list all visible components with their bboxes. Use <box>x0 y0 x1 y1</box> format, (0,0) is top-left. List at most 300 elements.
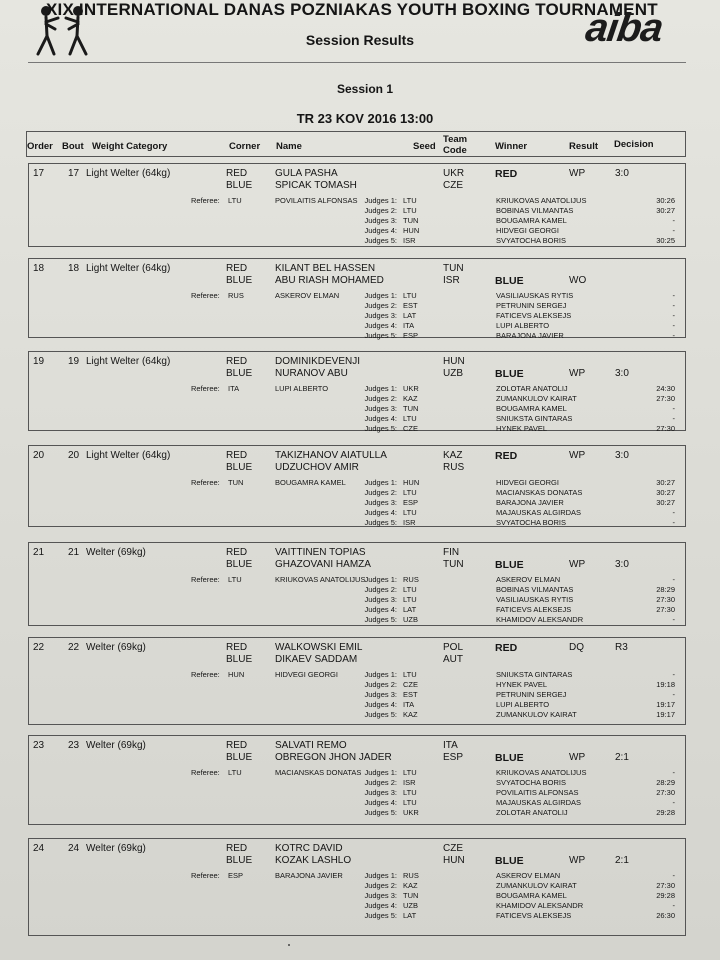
judge-country: ITA <box>403 700 415 709</box>
judge-score: 19:18 <box>656 680 675 689</box>
judge-label: Judges 5: <box>364 808 397 817</box>
bout-number: 19 <box>68 356 80 367</box>
winner-corner: BLUE <box>495 275 524 287</box>
col-winner: Winner <box>495 141 528 152</box>
result-type: WO <box>569 275 587 286</box>
judge-score: - <box>672 404 675 413</box>
judge-country: LTU <box>403 488 417 497</box>
judge-name: PETRUNIN SERGEJ <box>496 690 567 699</box>
bout-number: 21 <box>68 547 80 558</box>
winner-corner: BLUE <box>495 559 524 571</box>
judge-country: LTU <box>403 196 417 205</box>
bout-block <box>28 163 686 247</box>
blue-corner-label: BLUE <box>226 855 253 866</box>
referee-country: RUS <box>228 291 244 300</box>
bout-number: 24 <box>68 843 80 854</box>
red-boxer-name: KOTRC DAVID <box>275 843 343 854</box>
judge-score: - <box>672 331 675 340</box>
bout-order: 21 <box>33 547 45 558</box>
red-corner-label: RED <box>226 356 248 367</box>
blue-team-code: RUS <box>443 462 465 473</box>
col-seed: Seed <box>413 141 436 152</box>
judge-name: BOUGAMRA KAMEL <box>496 216 567 225</box>
result-type: WP <box>569 855 586 866</box>
bout-block <box>28 838 686 936</box>
judge-country: LAT <box>403 911 417 920</box>
judge-label: Judges 3: <box>364 891 397 900</box>
judge-country: KAZ <box>403 394 418 403</box>
judge-country: RUS <box>403 871 419 880</box>
judge-label: Judges 5: <box>364 615 397 624</box>
judge-name: ZUMANKULOV KAIRAT <box>496 881 577 890</box>
judge-country: TUN <box>403 404 419 413</box>
judge-country: TUN <box>403 216 419 225</box>
weight-category: Light Welter (64kg) <box>86 263 171 274</box>
judge-score: - <box>672 518 675 527</box>
referee-label: Referee: <box>191 768 220 777</box>
winner-corner: BLUE <box>495 368 524 380</box>
judge-name: ZOLOTAR ANATOLIJ <box>496 808 568 817</box>
judge-score: - <box>672 615 675 624</box>
judge-label: Judges 5: <box>364 424 397 433</box>
referee-name: BOUGAMRA KAMEL <box>275 478 346 487</box>
winner-corner: BLUE <box>495 752 524 764</box>
judge-country: EST <box>403 690 418 699</box>
blue-team-code: UZB <box>443 368 463 379</box>
referee-name: ASKEROV ELMAN <box>275 291 340 300</box>
judge-name: BARAJONA JAVIER <box>496 331 564 340</box>
judge-label: Judges 1: <box>364 670 397 679</box>
judge-label: Judges 4: <box>364 700 397 709</box>
judge-label: Judges 4: <box>364 605 397 614</box>
decision-score: 3:0 <box>615 450 629 461</box>
judge-name: ASKEROV ELMAN <box>496 575 561 584</box>
judge-label: Judges 4: <box>364 414 397 423</box>
result-type: DQ <box>569 642 584 653</box>
referee-country: TUN <box>228 478 244 487</box>
judge-score: 29:28 <box>656 808 675 817</box>
red-team-code: FIN <box>443 547 460 558</box>
judge-name: HYNEK PAVEL <box>496 424 547 433</box>
red-corner-label: RED <box>226 642 248 653</box>
referee-name: KRIUKOVAS ANATOLIJUS <box>275 575 366 584</box>
blue-boxer-name: ABU RIASH MOHAMED <box>275 275 384 286</box>
red-team-code: HUN <box>443 356 465 367</box>
judge-score: 30:27 <box>656 488 675 497</box>
judge-name: BOUGAMRA KAMEL <box>496 404 567 413</box>
judge-country: LAT <box>403 311 417 320</box>
session-date: TR 23 KOV 2016 13:00 <box>296 111 434 126</box>
judge-label: Judges 2: <box>364 206 397 215</box>
red-corner-label: RED <box>226 740 248 751</box>
judge-score: - <box>672 690 675 699</box>
judge-name: POVILAITIS ALFONSAS <box>496 788 579 797</box>
referee-country: ESP <box>228 871 244 880</box>
judge-score: - <box>672 575 675 584</box>
judge-score: - <box>672 768 675 777</box>
blue-boxer-name: UDZUCHOV AMIR <box>275 462 359 473</box>
red-boxer-name: WALKOWSKI EMIL <box>275 642 363 653</box>
bout-order: 20 <box>33 450 45 461</box>
judge-name: SNIUKSTA GINTARAS <box>496 670 573 679</box>
judge-label: Judges 2: <box>364 585 397 594</box>
referee-name: BARAJONA JAVIER <box>275 871 343 880</box>
judge-score: 30:25 <box>656 236 675 245</box>
judge-name: SVYATOCHA BORIS <box>496 236 567 245</box>
bout-number: 22 <box>68 642 80 653</box>
blue-corner-label: BLUE <box>226 180 253 191</box>
judge-country: LAT <box>403 605 417 614</box>
judge-name: ZOLOTAR ANATOLIJ <box>496 384 568 393</box>
referee-name: LUPI ALBERTO <box>275 384 329 393</box>
judge-label: Judges 2: <box>364 488 397 497</box>
judge-score: 30:27 <box>656 478 675 487</box>
judge-country: CZE <box>403 424 418 433</box>
judge-name: SVYATOCHA BORIS <box>496 778 567 787</box>
blue-boxer-name: KOZAK LASHLO <box>275 855 352 866</box>
judge-score: - <box>672 414 675 423</box>
judge-score: 27:30 <box>656 605 675 614</box>
red-team-code: TUN <box>443 263 464 274</box>
tournament-title: XIX INTERNATIONAL DANAS POZNIAKAS YOUTH BOXING TOURNAMENT <box>46 0 658 19</box>
result-type: WP <box>569 752 586 763</box>
judge-label: Judges 5: <box>364 518 397 527</box>
red-corner-label: RED <box>226 263 248 274</box>
judge-score: 27:30 <box>656 394 675 403</box>
judge-name: ZUMANKULOV KAIRAT <box>496 394 577 403</box>
blue-team-code: CZE <box>443 180 463 191</box>
judge-score: 27:30 <box>656 595 675 604</box>
bout-block <box>28 445 686 527</box>
judge-label: Judges 3: <box>364 404 397 413</box>
judge-score: 27:30 <box>656 881 675 890</box>
judge-country: ISR <box>403 778 416 787</box>
judge-name: ZUMANKULOV KAIRAT <box>496 710 577 719</box>
result-type: WP <box>569 168 586 179</box>
judge-label: Judges 2: <box>364 778 397 787</box>
col-corner: Corner <box>229 141 261 152</box>
red-corner-label: RED <box>226 168 248 179</box>
judge-score: 24:30 <box>656 384 675 393</box>
winner-corner: BLUE <box>495 855 524 867</box>
red-boxer-name: SALVATI REMO <box>275 740 347 751</box>
judge-score: 30:26 <box>656 196 675 205</box>
header-divider <box>28 62 686 63</box>
judge-name: SVYATOCHA BORIS <box>496 518 567 527</box>
judge-country: ISR <box>403 236 416 245</box>
judge-country: LTU <box>403 595 417 604</box>
bout-block <box>28 258 686 338</box>
judge-label: Judges 5: <box>364 710 397 719</box>
decision-score: 2:1 <box>615 855 629 866</box>
judge-score: - <box>672 301 675 310</box>
judge-country: LTU <box>403 585 417 594</box>
judge-label: Judges 2: <box>364 394 397 403</box>
judge-name: FATICEVS ALEKSEJS <box>496 605 572 614</box>
judge-country: ESP <box>403 498 419 507</box>
weight-category: Welter (69kg) <box>86 740 146 751</box>
judge-label: Judges 5: <box>364 236 397 245</box>
judge-name: KRIUKOVAS ANATOLIJUS <box>496 196 587 205</box>
judge-name: MACIANSKAS DONATAS <box>496 488 583 497</box>
judge-score: 28:29 <box>656 585 675 594</box>
referee-name: HIDVEGI GEORGI <box>275 670 338 679</box>
red-boxer-name: VAITTINEN TOPIAS <box>275 547 366 558</box>
result-type: WP <box>569 450 586 461</box>
referee-name: POVILAITIS ALFONSAS <box>275 196 358 205</box>
judge-label: Judges 5: <box>364 911 397 920</box>
judge-score: 27:30 <box>656 424 675 433</box>
paper-speck <box>288 944 290 946</box>
judge-label: Judges 4: <box>364 508 397 517</box>
judge-score: - <box>672 321 675 330</box>
judge-country: LTU <box>403 414 417 423</box>
judge-country: LTU <box>403 788 417 797</box>
blue-corner-label: BLUE <box>226 559 253 570</box>
judge-name: KHAMIDOV ALEKSANDR <box>496 615 584 624</box>
judge-country: ISR <box>403 518 416 527</box>
judge-country: HUN <box>403 478 420 487</box>
judge-country: KAZ <box>403 710 418 719</box>
referee-country: LTU <box>228 196 242 205</box>
judge-score: - <box>672 670 675 679</box>
referee-label: Referee: <box>191 384 220 393</box>
bout-number: 23 <box>68 740 80 751</box>
referee-label: Referee: <box>191 196 220 205</box>
decision-score: 3:0 <box>615 368 629 379</box>
judge-country: UZB <box>403 615 418 624</box>
judge-country: LTU <box>403 508 417 517</box>
referee-name: MACIANSKAS DONATAS <box>275 768 362 777</box>
blue-boxer-name: OBREGON JHON JADER <box>275 752 392 763</box>
bout-number: 20 <box>68 450 80 461</box>
judge-label: Judges 1: <box>364 478 397 487</box>
column-header-row <box>26 131 686 157</box>
red-boxer-name: DOMINIKDEVENJI <box>275 356 361 367</box>
judge-country: EST <box>403 301 418 310</box>
session-title: Session 1 <box>336 82 394 96</box>
blue-team-code: ESP <box>443 752 464 763</box>
judge-score: 19:17 <box>656 700 675 709</box>
judge-label: Judges 3: <box>364 311 397 320</box>
weight-category: Welter (69kg) <box>86 547 146 558</box>
judge-country: HUN <box>403 226 420 235</box>
judge-label: Judges 4: <box>364 226 397 235</box>
referee-label: Referee: <box>191 871 220 880</box>
col-team: Team <box>443 134 468 145</box>
judge-label: Judges 1: <box>364 291 397 300</box>
judge-name: BARAJONA JAVIER <box>496 498 564 507</box>
decision-score: R3 <box>615 642 628 653</box>
blue-team-code: HUN <box>443 855 465 866</box>
judge-score: - <box>672 901 675 910</box>
judge-name: BOBINAS VILMANTAS <box>496 206 574 215</box>
bout-order: 19 <box>33 356 45 367</box>
judge-score: 27:30 <box>656 788 675 797</box>
aiba-logo: aiba <box>582 6 666 50</box>
result-type: WP <box>569 559 586 570</box>
bout-order: 23 <box>33 740 45 751</box>
decision-score: 3:0 <box>615 559 629 570</box>
judge-label: Judges 1: <box>364 575 397 584</box>
blue-corner-label: BLUE <box>226 654 253 665</box>
judge-name: HIDVEGI GEORGI <box>496 478 559 487</box>
judge-label: Judges 1: <box>364 871 397 880</box>
judge-score: - <box>672 798 675 807</box>
judge-score: 19:17 <box>656 710 675 719</box>
judge-name: HYNEK PAVEL <box>496 680 547 689</box>
judge-country: RUS <box>403 575 419 584</box>
judge-country: LTU <box>403 206 417 215</box>
judge-score: 30:27 <box>656 206 675 215</box>
judge-country: LTU <box>403 670 417 679</box>
judge-score: 30:27 <box>656 498 675 507</box>
winner-corner: RED <box>495 642 518 654</box>
judge-score: - <box>672 311 675 320</box>
judge-label: Judges 2: <box>364 301 397 310</box>
judge-name: VASILIAUSKAS RYTIS <box>496 595 574 604</box>
judge-label: Judges 3: <box>364 690 397 699</box>
judge-score: - <box>672 291 675 300</box>
judge-country: LTU <box>403 798 417 807</box>
judge-label: Judges 1: <box>364 384 397 393</box>
judge-name: BOBINAS VILMANTAS <box>496 585 574 594</box>
judge-country: LTU <box>403 291 417 300</box>
judge-name: SNIUKSTA GINTARAS <box>496 414 573 423</box>
blue-team-code: TUN <box>443 559 464 570</box>
weight-category: Welter (69kg) <box>86 642 146 653</box>
judge-label: Judges 5: <box>364 331 397 340</box>
judge-label: Judges 3: <box>364 788 397 797</box>
blue-boxer-name: SPICAK TOMASH <box>275 180 357 191</box>
judge-country: TUN <box>403 891 419 900</box>
judge-name: BOUGAMRA KAMEL <box>496 891 567 900</box>
decision-score: 3:0 <box>615 168 629 179</box>
blue-boxer-name: DIKAEV SADDAM <box>275 654 358 665</box>
judge-score: 29:28 <box>656 891 675 900</box>
bout-block <box>28 351 686 431</box>
red-team-code: CZE <box>443 843 463 854</box>
judge-name: FATICEVS ALEKSEJS <box>496 911 572 920</box>
red-corner-label: RED <box>226 450 248 461</box>
col-order: Order <box>27 141 53 152</box>
bout-number: 18 <box>68 263 80 274</box>
blue-team-code: ISR <box>443 275 460 286</box>
judge-score: 28:29 <box>656 778 675 787</box>
blue-corner-label: BLUE <box>226 275 253 286</box>
judge-name: PETRUNIN SERGEJ <box>496 301 567 310</box>
judge-label: Judges 4: <box>364 901 397 910</box>
red-team-code: ITA <box>443 740 458 751</box>
judge-country: UZB <box>403 901 418 910</box>
judge-name: VASILIAUSKAS RYTIS <box>496 291 574 300</box>
col-name: Name <box>276 141 302 152</box>
referee-label: Referee: <box>191 478 220 487</box>
result-type: WP <box>569 368 586 379</box>
judge-score: - <box>672 508 675 517</box>
blue-team-code: AUT <box>443 654 463 665</box>
referee-country: ITA <box>228 384 240 393</box>
bout-order: 24 <box>33 843 45 854</box>
judge-score: - <box>672 226 675 235</box>
weight-category: Light Welter (64kg) <box>86 168 171 179</box>
judge-label: Judges 4: <box>364 798 397 807</box>
referee-label: Referee: <box>191 291 220 300</box>
judge-label: Judges 3: <box>364 216 397 225</box>
judge-country: CZE <box>403 680 418 689</box>
judge-name: ASKEROV ELMAN <box>496 871 561 880</box>
judge-name: HIDVEGI GEORGI <box>496 226 559 235</box>
blue-corner-label: BLUE <box>226 462 253 473</box>
referee-country: HUN <box>228 670 245 679</box>
judge-score: - <box>672 216 675 225</box>
col-code: Code <box>443 145 467 156</box>
weight-category: Welter (69kg) <box>86 843 146 854</box>
red-team-code: POL <box>443 642 464 653</box>
col-decision: Decision <box>614 139 654 150</box>
weight-category: Light Welter (64kg) <box>86 450 171 461</box>
bout-block <box>28 637 686 725</box>
referee-label: Referee: <box>191 575 220 584</box>
judge-name: LUPI ALBERTO <box>496 700 550 709</box>
red-team-code: KAZ <box>443 450 463 461</box>
blue-corner-label: BLUE <box>226 368 253 379</box>
bout-order: 18 <box>33 263 45 274</box>
winner-corner: RED <box>495 450 518 462</box>
bout-block <box>28 542 686 626</box>
judge-score: 26:30 <box>656 911 675 920</box>
bout-order: 17 <box>33 168 45 179</box>
blue-boxer-name: NURANOV ABU <box>275 368 348 379</box>
judge-name: FATICEVS ALEKSEJS <box>496 311 572 320</box>
red-team-code: UKR <box>443 168 465 179</box>
red-corner-label: RED <box>226 843 248 854</box>
winner-corner: RED <box>495 168 518 180</box>
col-result: Result <box>569 141 599 152</box>
judge-name: KHAMIDOV ALEKSANDR <box>496 901 584 910</box>
referee-label: Referee: <box>191 670 220 679</box>
blue-boxer-name: GHAZOVANI HAMZA <box>275 559 371 570</box>
bout-number: 17 <box>68 168 80 179</box>
judge-country: ITA <box>403 321 415 330</box>
bout-block <box>28 735 686 825</box>
judge-name: LUPI ALBERTO <box>496 321 550 330</box>
judge-name: KRIUKOVAS ANATOLIJUS <box>496 768 587 777</box>
judge-country: LTU <box>403 768 417 777</box>
page-subtitle: Session Results <box>305 32 415 48</box>
judge-label: Judges 1: <box>364 768 397 777</box>
judge-score: - <box>672 871 675 880</box>
judge-country: ESP <box>403 331 419 340</box>
red-boxer-name: KILANT BEL HASSEN <box>275 263 376 274</box>
judge-name: MAJAUSKAS ALGIRDAS <box>496 798 582 807</box>
red-corner-label: RED <box>226 547 248 558</box>
judge-country: UKR <box>403 384 419 393</box>
col-weight-category: Weight Category <box>92 141 168 152</box>
blue-corner-label: BLUE <box>226 752 253 763</box>
judge-label: Judges 2: <box>364 680 397 689</box>
judge-label: Judges 2: <box>364 881 397 890</box>
judge-label: Judges 1: <box>364 196 397 205</box>
referee-country: LTU <box>228 575 242 584</box>
judge-label: Judges 3: <box>364 498 397 507</box>
red-boxer-name: TAKIZHANOV AIATULLA <box>275 450 387 461</box>
col-bout: Bout <box>62 141 84 152</box>
bout-order: 22 <box>33 642 45 653</box>
judge-label: Judges 4: <box>364 321 397 330</box>
decision-score: 2:1 <box>615 752 629 763</box>
weight-category: Light Welter (64kg) <box>86 356 171 367</box>
